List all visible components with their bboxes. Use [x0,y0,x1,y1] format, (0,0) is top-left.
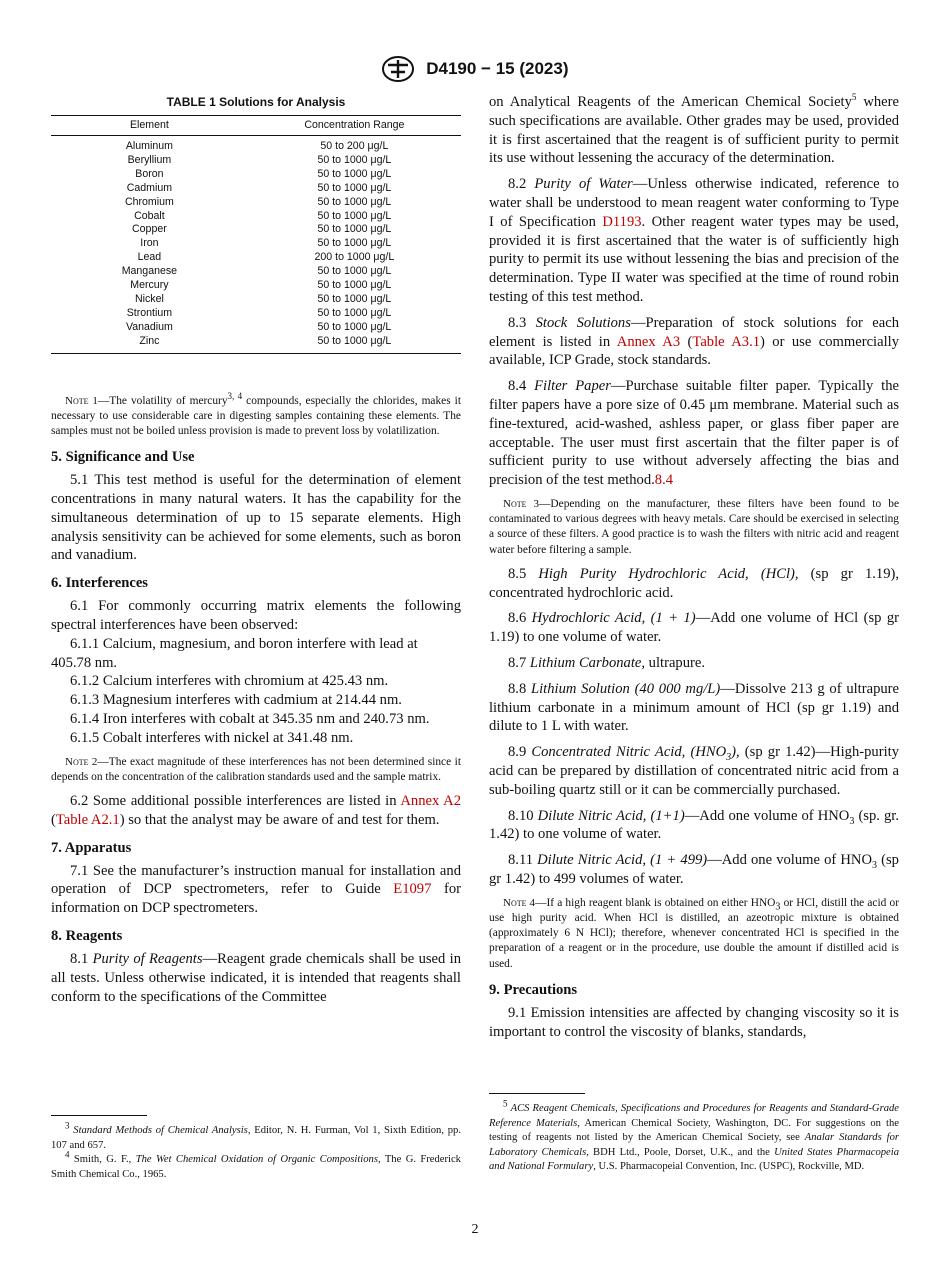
footnote-3 [51,1120,461,1153]
table-title: TABLE 1 Solutions for Analysis [166,95,346,109]
note-text: or HCl, distill the acid or use high purity acid. When HCl is distilled, an azeotropic mixture is obtained (approximately 6 N HCl); therefore, whenever concentrated HCl is specified in the preparation of a reagent or in the procedure, use double the amount if distilled acid is used. [489,896,899,970]
text: —Purchase suitable filter paper. Typically the filter papers have a pore size of 0.45 μm membrane. Material such as fine-textured, acid-washed, ashless paper, or glass fiber paper are acceptable. The user must first ascertain that the filter paper is of sufficient purity to use without adversely affecting the bias and precision of the test method. [489,378,900,489]
concentration-cell: 50 to 1000 μg/L [317,306,392,319]
text: Smith, G. F., [73,1154,136,1165]
text: ), [731,744,740,761]
concentration-cell: 50 to 1000 μg/L [317,292,392,305]
paragraph [51,950,461,1006]
page-number: 2 [471,1222,479,1237]
section-heading: 7. Apparatus [51,839,132,856]
subscript: 3 [775,900,781,912]
footnote-rule [51,1115,147,1116]
footnote-5 [489,1098,900,1175]
paragraph: 8.3 Stock Solutions—Preparation of stock solutions for each element is listed in Annex A3 (Table A3.1) or use commercially available, ICP Grade, stock standards. [489,314,899,369]
text: —Unless otherwise indicated, reference to water shall be understood to mean reagent water conforming to Type I of Specification [489,176,900,230]
annex-a2-link[interactable]: Annex A2 [400,792,461,809]
d1193-link[interactable]: D1193 [602,213,642,230]
subsection-title: Dilute Nitric Acid, (1 + 499) [537,852,708,869]
text: (sp gr 1.42)—High-purity acid can be prepared by distillation of concentrated nitric acid from a sub-boiling quartz still or it can be commercially purchased. [489,744,899,798]
designation: D4190 − 15 (2023) [426,59,569,78]
text: ) or use commercially available, ICP Grade, stock standards. [489,333,899,369]
left-footnotes [51,1115,461,1182]
text: , Editor, N. H. Furman, Vol 1, Sixth Edition, pp. 107 and 657. [51,1125,461,1151]
element-cell: Iron [140,237,159,250]
footnote-4 [51,1149,461,1182]
table-row [51,307,461,321]
subscript: 3 [872,860,877,872]
table-row [51,335,461,353]
concentration-cell: 50 to 1000 μg/L [317,181,392,194]
paragraph [51,862,461,918]
text: (sp. gr. 1.42) to one volume of water. [489,807,899,843]
text: United States Pharmacopeia and National Formulary [489,1146,899,1172]
table-row [51,251,461,265]
concentration-cell: 50 to 200 μg/L [320,140,389,152]
paragraph: 6.1.5 Cobalt interferes with nickel at 341.48 nm. [70,729,354,746]
table-row [51,210,461,224]
text: , The G. Frederick Smith Chemical Co., 1965. [51,1154,461,1180]
note-text: —The exact magnitude of these interferences has not been determined since it depends on the concentration of the calibration standards used and the sample matrix. [51,755,462,783]
element-cell: Nickel [134,292,164,305]
table-row [51,168,461,182]
subsection-title [531,744,740,764]
subsection-title: Filter Paper [534,378,611,395]
annex-a3-link[interactable]: Annex A3 [616,333,681,350]
text: 8.6 [508,610,532,627]
section-heading: 5. Significance and Use [51,449,195,466]
concentration-cell: 50 to 1000 μg/L [317,195,392,208]
text: 8.8 [508,680,531,697]
paragraph [489,565,899,603]
element-cell: Copper [132,223,167,236]
subsection-title: Purity of Water [534,176,633,193]
text: 8.2 [508,176,535,193]
concentration-cell: 50 to 1000 μg/L [317,153,392,166]
note-text: —Depending on the manufacturer, these filters have been found to be contaminated to various degrees with heavy metals. Care should be exercised in selecting a source of these filters. A good practice is to wash the filters with nitric acid and reagent water before filtering a sample. [489,497,900,556]
text: 8.9 [508,744,532,761]
text: —Add one volume of HNO [684,807,850,824]
footnote-number: 3 [65,1120,70,1131]
table-row [51,265,461,279]
section-heading: 9. Precautions [489,981,578,998]
subsection-title: Purity of Reagents [92,950,203,967]
text: 8.7 [508,654,530,671]
right-footnotes [489,1093,899,1175]
text: , BDH Ltd., Poole, Dorset, U.K., and the [586,1146,775,1158]
note-label: Note 2 [65,755,98,768]
text: for information on DCP spectrometers. [51,881,461,917]
text: —Preparation of stock solutions for each element is listed in [489,314,899,350]
subsection-title: Lithium Carbonate, [529,654,646,671]
paragraph [489,175,899,307]
note-3 [489,497,899,558]
table-row [51,182,461,196]
note-1 [51,390,461,440]
text: ) so that the analyst may be aware of and test for them. [119,811,440,828]
element-cell: Mercury [130,279,169,292]
concentration-cell: 50 to 1000 μg/L [317,209,392,222]
element-cell: Boron [135,167,164,180]
paragraph [489,93,899,168]
astm-logo-icon [382,56,414,82]
text: 8.5 [508,565,539,582]
text: ( [51,811,56,828]
text: 7.1 See the manufacturer’s instruction manual for installation and operation of DCP spectrometers, refer to Guide [51,862,461,898]
subsection-title: Stock Solutions [535,314,631,331]
element-cell: Beryllium [127,153,172,166]
table-row [51,136,461,154]
concentration-cell: 50 to 1000 μg/L [317,167,392,180]
element-cell: Chromium [124,195,174,208]
note-4 [489,896,899,972]
text: Standard Methods of Chemical Analysis [73,1125,248,1136]
paragraph [489,807,899,845]
paragraph: 6.1.4 Iron interferes with cobalt at 345.35 nm and 240.73 nm. [70,710,430,727]
table-row [51,223,461,237]
concentration-cell: 50 to 1000 μg/L [317,320,392,333]
text: (sp gr 1.19), concentrated hydrochloric acid. [489,565,899,601]
paragraph [489,377,899,490]
table-row [51,293,461,307]
text: 8.4 [508,378,535,395]
text: , American Chemical Society, Washington, DC. For suggestions on the testing of reagents not listed by the American Chemical Society, see [489,1117,900,1143]
paragraph [489,654,899,673]
column-header-concentration: Concentration Range [248,116,461,136]
footnote-number: 5 [503,1098,508,1109]
table-row [51,237,461,251]
concentration-cell: 50 to 1000 μg/L [317,279,392,292]
table-row [51,279,461,293]
subsection-title: High Purity Hydrochloric Acid, (HCl), [538,565,799,582]
text: —Dissolve 213 g of ultrapure lithium carbonate in a minimum amount of HCl (sp gr 1.19) and dilute to 1 L with water. [489,680,899,735]
column-header-element: Element [51,116,248,136]
element-cell: Zinc [139,334,160,347]
e1097-link[interactable]: E1097 [393,881,432,898]
note-label: Note 1 [65,394,98,407]
right-column [489,92,900,1172]
text: ACS Reagent Chemicals, Specifications and Procedures for Reagents and Standard-Grade Reference Materials [489,1103,899,1129]
subscript: 3 [726,752,732,764]
table-row [51,321,461,335]
solutions-table [51,115,461,354]
footnote-ref: 5 [851,92,857,103]
concentration-cell: 50 to 1000 μg/L [317,237,392,250]
element-cell: Vanadium [125,320,173,333]
text: , U.S. Pharmacopeial Convention, Inc. (USPC), Rockville, MD. [593,1161,865,1172]
table-row [51,196,461,210]
section-heading: 8. Reagents [51,927,123,944]
element-cell: Aluminum [125,140,173,152]
table-row [51,154,461,168]
note-label: Note 4 [503,896,536,909]
table-a3-1-link[interactable]: Table A3.1 [692,333,761,350]
paragraph: 9.1 Emission intensities are affected by changing viscosity so it is important to control the viscosity of blanks, standards, [489,1004,899,1040]
paragraph: 5.1 This test method is useful for the determination of element concentrations in many natural waters. It has the capability for the simultaneous determination of up to 15 separate elements. High analysis sensitivity can be achieved for some elements, such as boron and vanadium. [51,472,461,564]
subsection-title: Lithium Solution (40 000 mg/L) [531,680,721,697]
text: ultrapure. [645,654,706,671]
note-text: —The volatility of mercury [97,394,228,407]
text: —Reagent grade chemicals shall be used in all tests. Unless otherwise indicated, it is intended that reagents shall conform to the specifications of the Committee [51,950,461,1005]
footnote-rule [489,1093,585,1094]
text: on Analytical Reagents of the American Chemical Society [489,94,852,110]
element-cell: Manganese [121,265,178,278]
text: (sp gr 1.42) to 499 volumes of water. [489,852,899,887]
text: Analar Standards for Laboratory Chemicals [489,1132,899,1158]
paragraph [489,851,899,889]
paragraph: 6.1.1 Calcium, magnesium, and boron interfere with lead at 405.78 nm. [51,635,418,671]
subscript: 3 [849,815,855,827]
text: 8.1 [70,950,93,967]
paragraph [489,609,899,647]
paragraph [489,743,899,799]
paragraph: 6.1.2 Calcium interferes with chromium at 425.43 nm. [70,673,389,690]
paragraph: 6.1.3 Magnesium interferes with cadmium at 214.44 nm. [70,692,402,709]
element-cell: Cobalt [134,209,165,222]
concentration-cell: 50 to 1000 μg/L [317,265,392,278]
concentration-cell: 50 to 1000 μg/L [317,334,392,347]
note-text: —If a high reagent blank is obtained on either HNO [535,896,776,909]
section-8-4-link[interactable]: 8.4 [654,472,674,489]
element-cell: Lead [137,251,162,264]
note-2 [51,755,461,785]
text: . Other reagent water types may be used, provided it is first ascertained that the water is of sufficiently high purity to permit its use without lessening the bias and precision of the determination. Type II water was specified at the time of round robin testing of this test method. [489,213,899,305]
footnote-number: 4 [65,1149,70,1160]
section-heading: 6. Interferences [51,575,148,592]
paragraph: 6.1 For commonly occurring matrix elements the following spectral interferences have been observed: [51,598,461,633]
paragraph [51,792,461,830]
element-cell: Cadmium [126,181,173,194]
text: —Add one volume of HNO [707,852,872,869]
text: 8.11 [508,852,538,869]
footnote-ref: 3, 4 [227,390,243,401]
subsection-title: Hydrochloric Acid, (1 + 1) [531,610,696,627]
document-header [0,56,950,82]
text: 6.2 Some additional possible interferences are listed in [70,792,401,809]
text: —Add one volume of HCl (sp gr 1.19) to one volume of water. [489,610,899,646]
text: 8.10 [508,807,538,824]
subsection-title: Dilute Nitric Acid, (1+1) [537,807,685,824]
left-column [51,93,462,1180]
text: where such specifications are available. Other grades may be used, provided it is first ascertained that the reagent is of sufficient purity to permit its use without lessening the accuracy of the determination. [489,94,899,167]
concentration-cell: 200 to 1000 μg/L [314,251,395,264]
concentration-cell: 50 to 1000 μg/L [317,223,392,236]
table-a2-1-link[interactable]: Table A2.1 [55,811,120,828]
note-text: compounds, especially the chlorides, makes it necessary to use considerable care in digesting samples containing these elements. The samples must not be boiled unless provision is made to prevent loss by volatilization. [51,394,461,437]
paragraph [489,680,899,736]
text: 8.3 [508,314,536,331]
text: The Wet Chemical Oxidation of Organic Compositions [135,1154,378,1165]
element-cell: Strontium [126,306,173,319]
text: Concentrated Nitric Acid, (HNO [531,744,727,761]
note-label: Note 3 [503,497,540,510]
